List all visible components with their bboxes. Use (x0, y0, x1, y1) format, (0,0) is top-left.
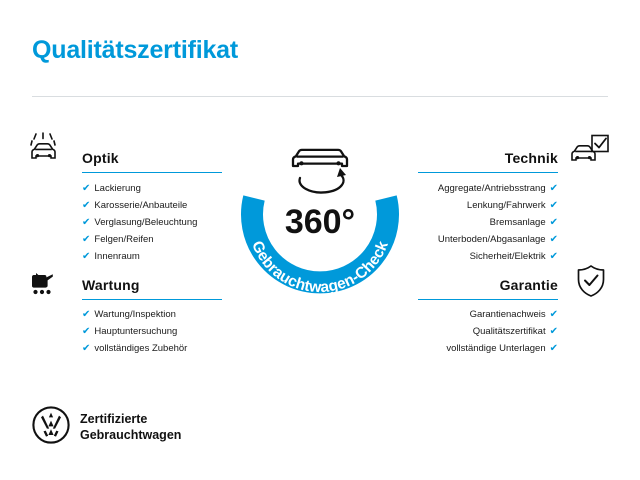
section-heading-technik: Technik (504, 150, 558, 166)
vw-logo (32, 406, 70, 444)
check-icon: ✔ (549, 234, 558, 245)
page-title: Qualitätszertifikat (32, 36, 238, 64)
list-item-label: Wartung/Inspektion (94, 309, 176, 320)
list-item (82, 248, 197, 265)
list-item-label: Innenraum (94, 251, 140, 262)
car-check-icon (570, 134, 614, 173)
list-item (388, 214, 558, 231)
list-item-label: Qualitätszertifikat (472, 326, 546, 337)
check-icon: ✔ (549, 343, 558, 354)
list-item (82, 180, 197, 197)
footer-line-1: Zertifizierte (80, 412, 148, 426)
list-item (82, 231, 197, 248)
list-item-label: vollständiges Zubehör (94, 343, 188, 354)
title-divider (32, 96, 608, 97)
section-list-optik (82, 180, 197, 265)
section-divider-wartung (82, 299, 222, 300)
list-item-label: Sicherheit/Elektrik (469, 251, 546, 262)
check-icon: ✔ (82, 251, 91, 262)
list-item (388, 248, 558, 265)
check-icon: ✔ (549, 217, 558, 228)
list-item-label: Karosserie/Anbauteile (94, 200, 188, 211)
section-list-wartung (82, 306, 187, 357)
list-item (82, 306, 187, 323)
badge-360-gebrauchtwagen-check (228, 128, 412, 312)
list-item (388, 180, 558, 197)
list-item (82, 197, 197, 214)
check-icon: ✔ (82, 326, 91, 337)
section-divider-garantie (418, 299, 558, 300)
section-heading-garantie: Garantie (499, 277, 558, 293)
section-heading-wartung: Wartung (82, 277, 140, 293)
list-item (82, 340, 187, 357)
badge-degrees: 360° (284, 203, 356, 241)
check-icon: ✔ (549, 200, 558, 211)
list-item (388, 231, 558, 248)
list-item (388, 306, 558, 323)
section-divider-optik (82, 172, 222, 173)
list-item (388, 340, 558, 357)
check-icon: ✔ (82, 309, 91, 320)
list-item-label: Lenkung/Fahrwerk (466, 200, 546, 211)
list-item-label: Felgen/Reifen (94, 234, 154, 245)
check-icon: ✔ (82, 234, 91, 245)
list-item (388, 323, 558, 340)
list-item-label: Aggregate/Antriebsstrang (437, 183, 546, 194)
check-icon: ✔ (549, 183, 558, 194)
list-item (82, 214, 197, 231)
list-item-label: Bremsanlage (489, 217, 546, 228)
list-item-label: Garantienachweis (469, 309, 546, 320)
footer-text (80, 411, 181, 443)
section-heading-optik: Optik (82, 150, 119, 166)
check-icon: ✔ (549, 309, 558, 320)
list-item (388, 197, 558, 214)
car-wash-icon (28, 132, 70, 171)
list-item-label: vollständige Unterlagen (446, 343, 546, 354)
check-icon: ✔ (549, 251, 558, 262)
check-icon: ✔ (82, 183, 91, 194)
section-list-garantie (388, 306, 558, 357)
check-icon: ✔ (549, 326, 558, 337)
oil-can-icon (28, 264, 70, 301)
check-icon: ✔ (82, 200, 91, 211)
list-item-label: Hauptuntersuchung (94, 326, 178, 337)
footer-line-2: Gebrauchtwagen (80, 428, 182, 442)
list-item-label: Lackierung (94, 183, 141, 194)
list-item (82, 323, 187, 340)
section-divider-technik (418, 172, 558, 173)
section-list-technik (388, 180, 558, 265)
check-icon: ✔ (82, 343, 91, 354)
list-item-label: Verglasung/Beleuchtung (94, 217, 198, 228)
badge-arc-label: Gebrauchtwagen-Check (248, 238, 392, 297)
list-item-label: Unterboden/Abgasanlage (437, 234, 546, 245)
check-icon: ✔ (82, 217, 91, 228)
shield-check-icon (574, 264, 608, 303)
